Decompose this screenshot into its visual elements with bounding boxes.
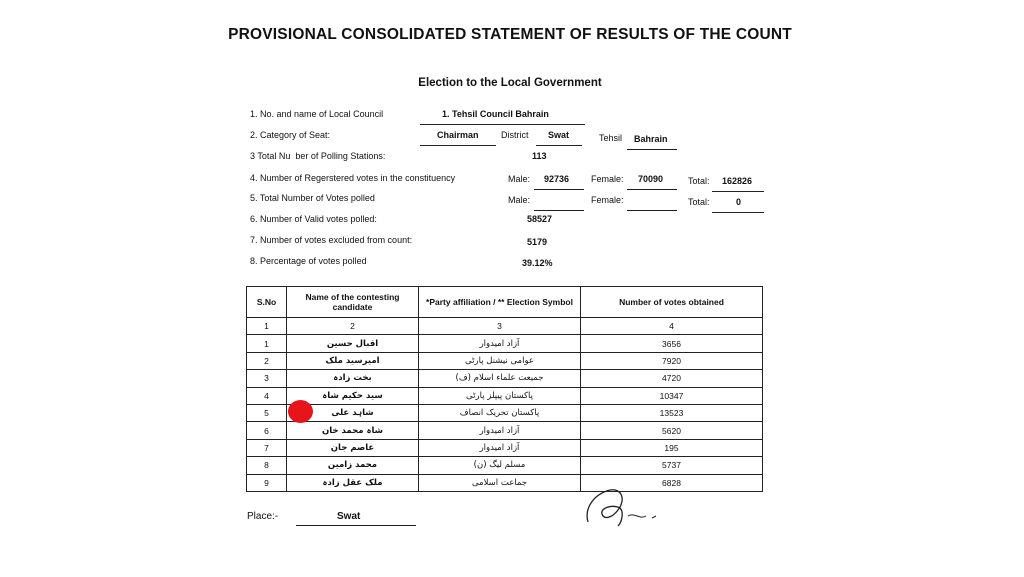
council-label: 1. No. and name of Local Council bbox=[250, 109, 384, 119]
registered-male-underline bbox=[534, 189, 584, 190]
row-party: جمیعت علماء اسلام (ف) bbox=[419, 370, 581, 387]
row-sno: 3 bbox=[247, 370, 287, 387]
votes-polled-label: 5. Total Number of Votes polled bbox=[250, 193, 375, 203]
valid-votes-label: 6. Number of Valid votes polled: bbox=[250, 214, 377, 224]
row-party: مسلم لیگ (ن) bbox=[419, 457, 581, 474]
row-votes: 13523 bbox=[581, 404, 763, 421]
row-votes: 4720 bbox=[581, 370, 763, 387]
row-candidate: عاصم جان bbox=[287, 439, 419, 456]
table-row bbox=[247, 352, 763, 369]
category-label: 2. Category of Seat: bbox=[250, 130, 331, 140]
row-candidate: سید حکیم شاہ bbox=[287, 387, 419, 404]
district-value: Swat bbox=[548, 130, 570, 140]
document-subtitle: Election to the Local Government bbox=[418, 77, 602, 89]
header-votes-obtained: Number of votes obtained bbox=[581, 287, 763, 318]
registered-female-underline bbox=[627, 189, 677, 190]
polling-stations-value: 113 bbox=[532, 151, 547, 161]
row-votes: 10347 bbox=[581, 387, 763, 404]
polled-female-underline bbox=[627, 210, 677, 211]
polled-male-underline bbox=[534, 210, 584, 211]
table-row bbox=[247, 457, 763, 474]
table-row bbox=[247, 370, 763, 387]
row-votes: 7920 bbox=[581, 352, 763, 369]
row-sno: 8 bbox=[247, 457, 287, 474]
row-candidate: بخت زادہ bbox=[287, 370, 419, 387]
category-value: Chairman bbox=[437, 130, 479, 140]
tehsil-value: Bahrain bbox=[634, 134, 668, 144]
registered-total-value: 162826 bbox=[722, 176, 753, 186]
place-label: Place:- bbox=[247, 511, 279, 522]
header-candidate-name: Name of the contesting candidate bbox=[287, 287, 419, 318]
row-candidate: محمد زامین bbox=[287, 457, 419, 474]
row-candidate: اقبال حسین bbox=[287, 335, 419, 352]
row-sno: 4 bbox=[247, 387, 287, 404]
polled-total-underline bbox=[712, 212, 764, 213]
row-votes: 5737 bbox=[581, 457, 763, 474]
row-sno: 5 bbox=[247, 404, 287, 421]
tehsil-label: Tehsil bbox=[599, 133, 623, 143]
results-table bbox=[246, 286, 763, 492]
row-votes: 5620 bbox=[581, 422, 763, 439]
table-row bbox=[247, 474, 763, 491]
row-party: آزاد امیدوار bbox=[419, 439, 581, 456]
column-number: 3 bbox=[419, 318, 581, 335]
row-party: عوامی نیشنل پارٹی bbox=[419, 352, 581, 369]
table-row bbox=[247, 439, 763, 456]
district-label: District bbox=[501, 130, 529, 140]
place-underline bbox=[296, 525, 416, 526]
place-value: Swat bbox=[337, 511, 361, 522]
registered-total-label: Total: bbox=[688, 176, 710, 186]
district-underline bbox=[536, 145, 582, 146]
polling-stations-label: 3 Total Nu ber of Polling Stations: bbox=[250, 151, 386, 161]
category-underline bbox=[420, 145, 496, 146]
polled-total-value: 0 bbox=[736, 197, 742, 207]
red-marker-dot bbox=[288, 400, 313, 423]
registered-female-label: Female: bbox=[591, 174, 624, 184]
registered-female-value: 70090 bbox=[638, 174, 664, 184]
polled-total-label: Total: bbox=[688, 197, 710, 207]
table-row bbox=[247, 335, 763, 352]
council-underline bbox=[420, 124, 585, 125]
registered-total-underline bbox=[712, 191, 764, 192]
row-party: پاکستان پیپلز پارٹی bbox=[419, 387, 581, 404]
document-title: PROVISIONAL CONSOLIDATED STATEMENT OF RESULTS OF THE COUNT bbox=[228, 26, 792, 43]
percentage-label: 8. Percentage of votes polled bbox=[250, 256, 367, 266]
registered-votes-label: 4. Number of Regerstered votes in the constituency bbox=[250, 173, 456, 183]
excluded-votes-value: 5179 bbox=[527, 237, 548, 247]
row-sno: 6 bbox=[247, 422, 287, 439]
header-sno: S.No bbox=[247, 287, 287, 318]
row-sno: 2 bbox=[247, 352, 287, 369]
column-number: 1 bbox=[247, 318, 287, 335]
table-header-row bbox=[247, 287, 763, 318]
row-candidate: شاہد علی bbox=[287, 404, 419, 421]
row-party: جماعت اسلامی bbox=[419, 474, 581, 491]
row-sno: 1 bbox=[247, 335, 287, 352]
row-candidate: شاہ محمد خان bbox=[287, 422, 419, 439]
registered-male-label: Male: bbox=[508, 174, 531, 184]
registered-male-value: 92736 bbox=[544, 174, 570, 184]
council-value: 1. Tehsil Council Bahrain bbox=[442, 109, 549, 119]
column-number: 4 bbox=[581, 318, 763, 335]
row-party: آزاد امیدوار bbox=[419, 335, 581, 352]
row-party: پاکستان تحریک انصاف bbox=[419, 404, 581, 421]
row-sno: 9 bbox=[247, 474, 287, 491]
excluded-votes-label: 7. Number of votes excluded from count: bbox=[250, 235, 413, 245]
row-party: آزاد امیدوار bbox=[419, 422, 581, 439]
percentage-value: 39.12% bbox=[522, 258, 553, 268]
column-number: 2 bbox=[287, 318, 419, 335]
polled-male-label: Male: bbox=[508, 195, 531, 205]
polled-female-label: Female: bbox=[591, 195, 624, 205]
row-sno: 7 bbox=[247, 439, 287, 456]
table-row bbox=[247, 422, 763, 439]
signature-mark bbox=[582, 478, 672, 528]
row-votes: 3656 bbox=[581, 335, 763, 352]
header-party-affiliation: *Party affiliation / ** Election Symbol bbox=[419, 287, 581, 318]
row-candidate: امیرسید ملک bbox=[287, 352, 419, 369]
table-row bbox=[247, 404, 763, 421]
column-number-row bbox=[247, 318, 763, 335]
valid-votes-value: 58527 bbox=[527, 214, 553, 224]
row-votes: 195 bbox=[581, 439, 763, 456]
table-row bbox=[247, 387, 763, 404]
row-votes: 6828 bbox=[581, 474, 763, 491]
row-candidate: ملک عقل زادہ bbox=[287, 474, 419, 491]
tehsil-underline bbox=[627, 149, 677, 150]
